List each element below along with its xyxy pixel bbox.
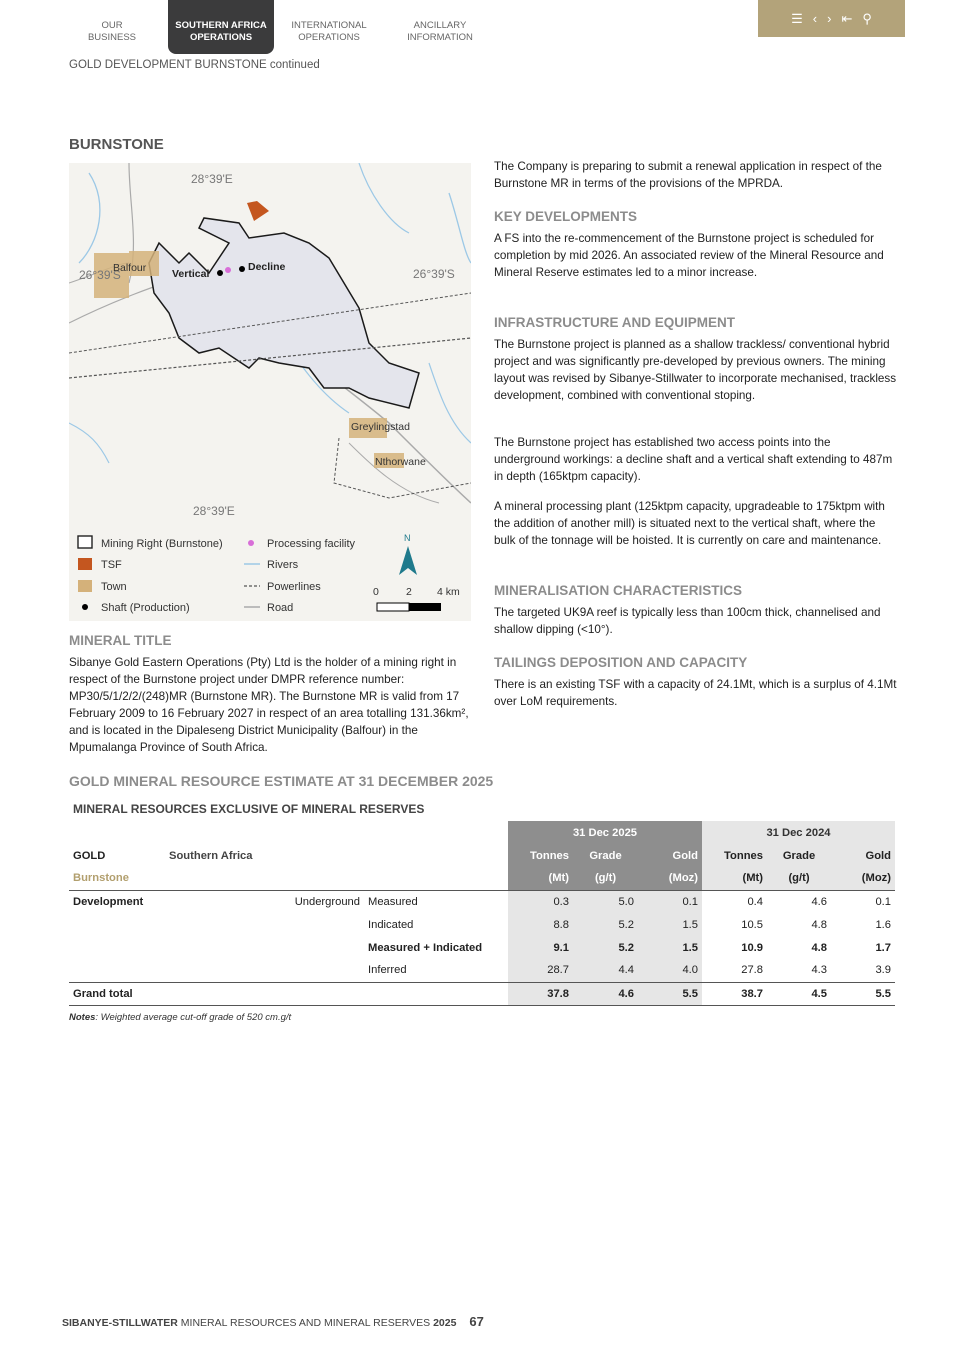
nav-tab-ancillary[interactable] — [396, 0, 484, 54]
cell-v: 0.1 — [638, 890, 702, 913]
cell-a: Development — [73, 895, 144, 908]
decline-label: Decline — [248, 261, 286, 273]
col-asset: Burnstone — [73, 872, 129, 885]
coord-right-label: 26°39'S — [413, 267, 455, 281]
legend-shaft: Shaft (Production) — [101, 602, 190, 614]
mineral-title-text: Sibanye Gold Eastern Operations (Pty) Ltd is the holder of a mining right in respect of the Burnstone project under DMPR reference number: MP30/5/1/2/2/(248)MR (Burnstone MR). The Burnstone MR is valid from 17 February 2009 to 16 February 2027 in respect of an area totalling 131.36km², and is located in the Dipaleseng District Municipality (Balfour) in the Mpumalanga Province of South Africa. — [69, 656, 469, 754]
u-tonnes: (Mt) — [702, 867, 767, 890]
legend-processing: Processing facility — [267, 538, 356, 550]
nav-tab-southern-africa[interactable] — [168, 0, 274, 54]
nav-tab-label: OPERATIONS — [298, 32, 360, 43]
footer-title: MINERAL RESOURCES AND MINERAL RESERVES — [177, 1317, 434, 1329]
legend-town: Town — [101, 581, 127, 593]
mineralisation-text: The targeted UK9A reef is typically less than 100cm thick, channelised and shallow dipping (<10°). — [494, 606, 881, 636]
u-tonnes: (Mt) — [508, 867, 573, 890]
nthorwane-label: Nthorwane — [375, 456, 426, 468]
cell-v: 10.9 — [741, 941, 763, 954]
breadcrumb: GOLD DEVELOPMENT BURNSTONE continued — [69, 59, 320, 71]
h-gold: Gold — [831, 844, 895, 867]
period-2024: 31 Dec 2024 — [702, 821, 895, 844]
footer-brand: SIBANYE-STILLWATER — [62, 1317, 178, 1329]
scale-0: 0 — [373, 586, 379, 598]
infrastructure-text-3: A mineral processing plant (125ktpm capacity, upgradeable to 175ktpm with the addition of another mill) is situated next to the vertical shaft, where the bulk of the tonnage will be hoisted. It is currently on care and maintenance. — [494, 500, 885, 547]
mineralisation-heading: MINERALISATION CHARACTERISTICS — [494, 583, 742, 598]
cell-v: 4.6 — [573, 982, 638, 1005]
h-gold: Gold — [638, 844, 702, 867]
table-notes — [69, 1012, 291, 1023]
coord-top-label: 28°39'E — [191, 172, 233, 186]
cell-v: 38.7 — [741, 987, 763, 1000]
scale-2: 2 — [406, 586, 412, 598]
legend-rivers: Rivers — [267, 559, 299, 571]
key-developments-text: A FS into the re-commencement of the Burnstone project is scheduled for completion by mid 2026. An associated review of the Mineral Resource and Mineral Reserve estimates led to a minor increase. — [494, 232, 884, 279]
cell-v: 3.9 — [875, 964, 891, 977]
cell-v: 5.0 — [573, 890, 638, 913]
scale-4: 4 km — [437, 586, 460, 598]
cell-v: 5.2 — [573, 936, 638, 959]
tailings-heading: TAILINGS DEPOSITION AND CAPACITY — [494, 655, 748, 670]
cell-v: 4.8 — [811, 941, 827, 954]
mineral-title-heading: MINERAL TITLE — [69, 633, 172, 648]
cell-c: Measured + Indicated — [368, 941, 483, 954]
h-tonnes: Tonnes — [508, 844, 573, 867]
intro-text: The Company is preparing to submit a renewal application in respect of the Burnstone MR in terms of the provisions of the MPRDA. — [494, 160, 882, 190]
cell-v: 4.8 — [811, 918, 827, 931]
cell-v: 4.0 — [638, 959, 702, 982]
nav-tab-international[interactable] — [282, 0, 376, 54]
cell-v: 8.8 — [508, 913, 573, 936]
cell-v: 1.7 — [875, 941, 891, 954]
cell-c: Indicated — [368, 918, 414, 931]
nav-tab-label: BUSINESS — [87, 32, 137, 43]
cell-b: Underground — [294, 895, 360, 908]
cell-c: Inferred — [368, 964, 407, 977]
cell-v: 4.5 — [811, 987, 827, 1000]
north-label: N — [404, 533, 411, 543]
toolbar — [758, 0, 905, 37]
exit-icon[interactable]: ⇤ — [841, 10, 853, 26]
u-grade: (g/t) — [573, 867, 638, 890]
resource-table — [69, 821, 895, 1006]
nav-tab-our-business[interactable] — [72, 0, 152, 54]
h-grade: Grade — [573, 844, 638, 867]
cell-v: 5.5 — [638, 982, 702, 1005]
cell-v: 4.3 — [811, 964, 827, 977]
u-gold: (Moz) — [638, 867, 702, 890]
cell-v: 9.1 — [508, 936, 573, 959]
search-icon[interactable]: ⚲ — [862, 10, 872, 26]
key-developments-heading: KEY DEVELOPMENTS — [494, 209, 638, 224]
nav-tab-label: INTERNATIONAL — [291, 20, 367, 31]
cell-v: 10.5 — [741, 918, 763, 931]
cell-v: 1.5 — [638, 913, 702, 936]
cell-v: 4.6 — [811, 895, 827, 908]
estimate-heading: GOLD MINERAL RESOURCE ESTIMATE AT 31 DECEMBER 2025 — [69, 773, 494, 789]
cell-v: 5.5 — [875, 987, 891, 1000]
h-tonnes: Tonnes — [702, 844, 767, 867]
grand-total-row — [69, 982, 895, 1005]
u-grade: (g/t) — [767, 867, 831, 890]
vertical-label: Vertical — [172, 268, 210, 280]
cell-v: 1.5 — [638, 936, 702, 959]
cell-v: 5.2 — [573, 913, 638, 936]
infrastructure-text-1: The Burnstone project is planned as a shallow trackless/ conventional hybrid project and was significantly pre-developed by previous owners. The mining layout was revised by Sibanye-Stillwater to incorporate mechanised, trackless development, combined with conventional stoping. — [494, 338, 897, 402]
table-row — [69, 936, 895, 959]
col-region: Southern Africa — [169, 849, 253, 862]
cell-c: Measured — [368, 895, 418, 908]
nav-tab-label: INFORMATION — [407, 32, 473, 43]
notes-label: Notes — [69, 1012, 96, 1023]
page-footer — [62, 1314, 484, 1329]
infrastructure-heading: INFRASTRUCTURE AND EQUIPMENT — [494, 315, 735, 330]
footer-year: 2025 — [433, 1317, 457, 1329]
north-arrow-icon — [399, 546, 417, 575]
cell-v: 1.6 — [875, 918, 891, 931]
coord-left-label: 26°39'S — [79, 268, 121, 282]
tailings-text: There is an existing TSF with a capacity of 24.1Mt, which is a surplus of 4.1Mt over LoM requirements. — [494, 678, 897, 708]
table-row — [69, 959, 895, 982]
table-row — [69, 890, 895, 913]
section-title: BURNSTONE — [69, 136, 164, 153]
chevron-right-icon[interactable]: › — [827, 11, 832, 26]
notes-text: : Weighted average cut-off grade of 520 cm.g/t — [95, 1012, 292, 1023]
greylingstad-label: Greylingstad — [351, 421, 410, 433]
col-gold: GOLD — [73, 849, 106, 862]
grand-total-label: Grand total — [73, 987, 133, 1000]
menu-icon[interactable]: ☰ — [791, 10, 803, 26]
cell-v: 28.7 — [508, 959, 573, 982]
burnstone-map — [69, 163, 471, 621]
legend-powerlines: Powerlines — [267, 581, 321, 593]
nav-tab-label: SOUTHERN AFRICA — [175, 20, 267, 31]
infrastructure-text-2: The Burnstone project has established two access points into the underground workings: a decline shaft and a vertical shaft extending to 487m in depth (165ktpm capacity). — [494, 436, 893, 483]
balfour-label: Balfour — [113, 262, 147, 274]
nav-tab-label: OPERATIONS — [189, 32, 253, 43]
cell-v: 0.4 — [747, 895, 763, 908]
legend-mining-right: Mining Right (Burnstone) — [101, 538, 223, 550]
period-2025: 31 Dec 2025 — [508, 821, 702, 844]
cell-v: 4.4 — [573, 959, 638, 982]
u-gold: (Moz) — [831, 867, 895, 890]
estimate-subheading: MINERAL RESOURCES EXCLUSIVE OF MINERAL RESERVES — [73, 802, 425, 816]
chevron-left-icon[interactable]: ‹ — [812, 11, 818, 26]
cell-v: 27.8 — [741, 964, 763, 977]
cell-v: 0.3 — [508, 890, 573, 913]
nav-tab-label: ANCILLARY — [413, 20, 467, 31]
nav-tab-label: OUR — [101, 20, 123, 31]
legend-road: Road — [267, 602, 294, 614]
coord-bottom-label: 28°39'E — [193, 504, 235, 518]
h-grade: Grade — [767, 844, 831, 867]
cell-v: 0.1 — [875, 895, 891, 908]
table-row — [69, 913, 895, 936]
legend-tsf: TSF — [101, 559, 122, 571]
page-number: 67 — [469, 1314, 484, 1329]
cell-v: 37.8 — [508, 982, 573, 1005]
